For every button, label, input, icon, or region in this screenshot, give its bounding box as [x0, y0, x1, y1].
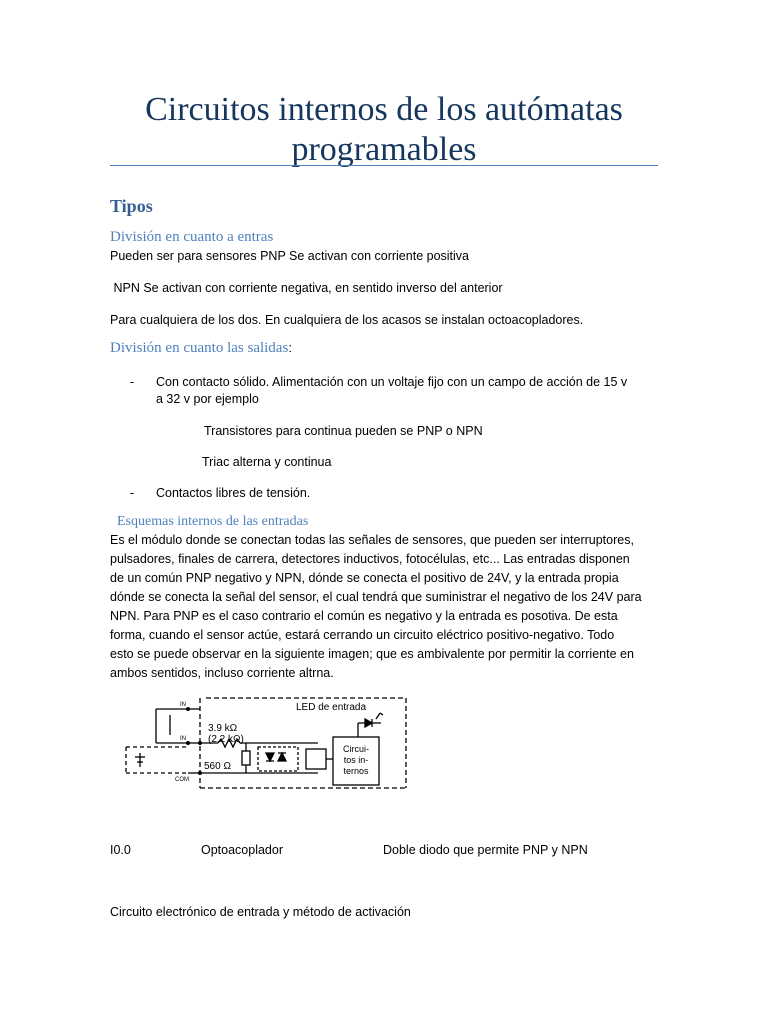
sub-transistores: Transistores para continua pueden se PNP o NPN — [204, 424, 483, 438]
label-r3: 560 Ω — [204, 761, 231, 772]
label-in-1: IN — [180, 702, 186, 708]
subheading-salidas-row — [110, 339, 292, 357]
resistor-560 — [242, 751, 250, 765]
bullet-solid-contact: Con contacto sólido. Alimentación con un voltaje fijo con un campo de acción de 15 v — [156, 375, 628, 389]
caption-optoacoplador: Optoacoplador — [201, 843, 284, 857]
caption-io: I0.0 — [110, 843, 131, 857]
label-led: LED de entrada — [296, 702, 367, 713]
subheading-entradas: División en cuanto a entras — [110, 229, 274, 245]
body-line: pulsadores, finales de carrera, detectores inductivos, fotocélulas, etc... Las entradas disponen — [110, 552, 630, 566]
bullet-dash: - — [130, 486, 135, 500]
box-line-3: ternos — [343, 766, 369, 776]
diode-reverse — [278, 753, 286, 761]
diode-forward — [266, 753, 274, 761]
input-circuit-diagram — [118, 695, 418, 825]
subheading-colon: : — [288, 340, 292, 355]
bullet-free-contacts: Contactos libres de tensión. — [156, 486, 311, 500]
paragraph-optoacopladores: Para cualquiera de los dos. En cualquiera de los acasos se instalan octoacopladores. — [110, 313, 584, 327]
sub-triac: Triac alterna y continua — [202, 455, 332, 469]
label-com: COM — [175, 777, 189, 783]
title-underline — [110, 165, 658, 166]
footer-line: Circuito electrónico de entrada y método de activación — [110, 905, 411, 919]
label-r1: 3.9 kΩ — [208, 723, 238, 734]
optocoupler-dashed-box — [258, 747, 298, 771]
phototransistor-box — [306, 749, 326, 769]
document-title: Circuitos internos de los autómatas programables — [145, 91, 623, 168]
led-diode — [365, 719, 372, 727]
subheading-salidas: División en cuanto las salidas — [110, 340, 289, 356]
subheading-esquemas: Esquemas internos de las entradas — [117, 514, 309, 529]
label-in-2: IN — [180, 736, 186, 742]
body-line: de un común PNP negativo y NPN, dónde se conecta el positivo de 24V, y la entrada propia — [110, 571, 619, 585]
bullet-solid-contact-cont: a 32 v por ejemplo — [156, 392, 259, 406]
body-line: ambos sentidos, incluso corriente altrna. — [110, 666, 334, 680]
box-line-2: tos in- — [343, 755, 369, 765]
paragraph-pnp: Pueden ser para sensores PNP Se activan con corriente positiva — [110, 249, 469, 263]
bullet-dash: - — [130, 375, 135, 389]
label-r2: (2.2 kΩ) — [208, 734, 244, 745]
section-heading: Tipos — [110, 196, 153, 216]
caption-doble-diodo: Doble diodo que permite PNP y NPN — [383, 843, 588, 857]
body-line: forma, cuando el sensor actúe, estará cerrando un circuito eléctrico positivo-negativo. Todo — [110, 628, 615, 642]
body-line: NPN. Para PNP es el caso contrario el común es negativo y la entrada es posotiva. De esta — [110, 609, 618, 623]
paragraph-npn: NPN Se activan con corriente negativa, en sentido inverso del anterior — [110, 281, 503, 295]
body-line: Es el módulo donde se conectan todas las señales de sensores, que pueden ser interruptores, — [110, 533, 634, 547]
body-line: esto se puede observar en la siguiente imagen; que es ambivalente por permitir la corriente en — [110, 647, 634, 661]
body-line: dónde se conecta la señal del sensor, el cual tendrá que suministrar el negativo de los 24V para — [110, 590, 642, 604]
box-line-1: Circui- — [343, 744, 369, 754]
